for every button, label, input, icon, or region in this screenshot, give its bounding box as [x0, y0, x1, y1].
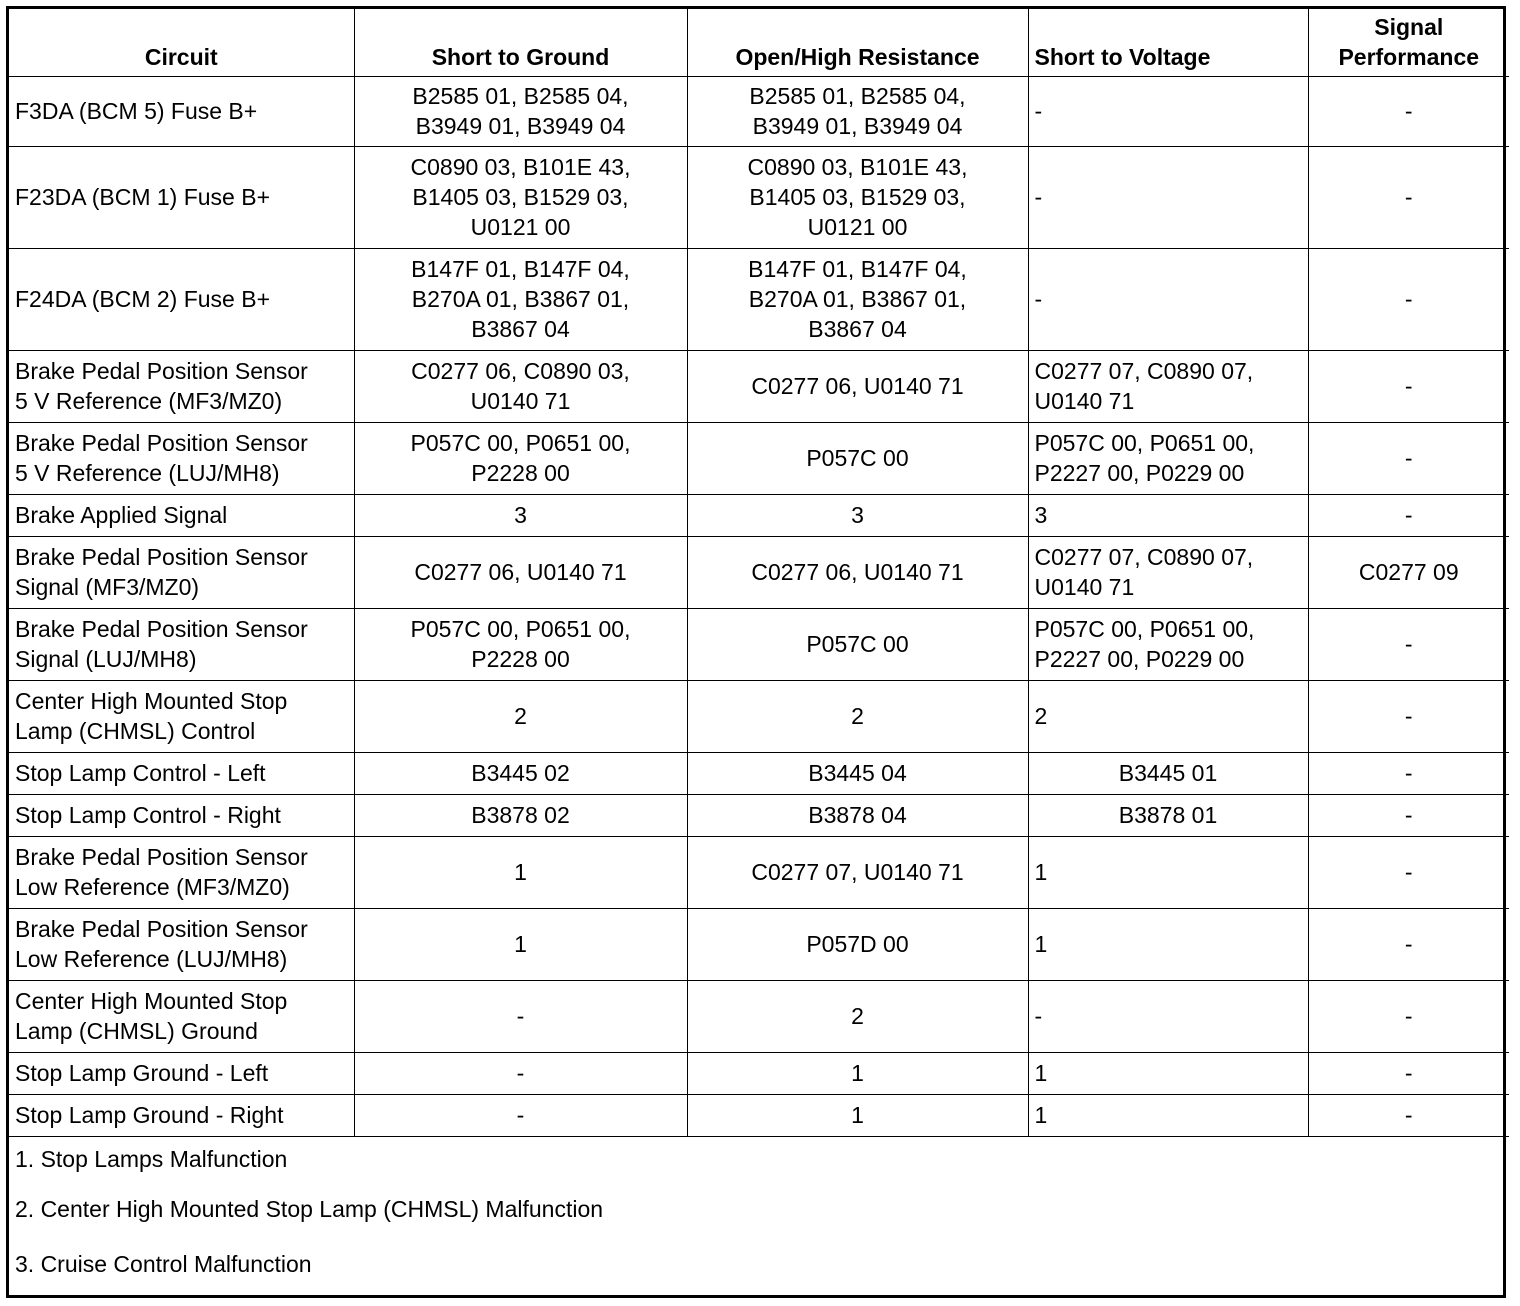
- table-row: [9, 146, 1509, 248]
- cell-short-to-ground: [354, 980, 687, 1052]
- table-row: [9, 836, 1509, 908]
- cell-open-high-resistance: [687, 422, 1028, 494]
- cell-open-high-resistance: [687, 248, 1028, 350]
- cell-short-to-voltage: [1028, 146, 1308, 248]
- header-open-high-resistance: Open/High Resistance: [687, 9, 1028, 76]
- cell-short-to-voltage-line: P2227 00, P0229 00: [1034, 460, 1245, 486]
- cell-signal-performance: [1308, 836, 1509, 908]
- note-2: 2. Center High Mounted Stop Lamp (CHMSL) Malfunction: [15, 1195, 604, 1222]
- cell-short-to-voltage-line: -: [1034, 184, 1043, 210]
- cell-open-high-resistance-line: 1: [851, 1102, 864, 1128]
- cell-short-to-ground-line: B3445 02: [471, 760, 570, 786]
- cell-short-to-ground: [354, 836, 687, 908]
- cell-circuit: [9, 908, 354, 980]
- cell-circuit: [9, 146, 354, 248]
- cell-short-to-voltage: [1028, 248, 1308, 350]
- table-row: [9, 608, 1509, 680]
- cell-circuit-line: Signal (LUJ/MH8): [15, 646, 197, 672]
- cell-short-to-voltage: [1028, 422, 1308, 494]
- cell-short-to-ground-line: B2585 01, B2585 04,: [412, 83, 629, 109]
- cell-circuit: [9, 494, 354, 536]
- header-signal-performance: [1308, 9, 1509, 76]
- cell-circuit: [9, 794, 354, 836]
- cell-circuit-line: Brake Pedal Position Sensor: [15, 430, 308, 456]
- cell-circuit-line: Lamp (CHMSL) Control: [15, 718, 256, 744]
- cell-short-to-voltage-line: 1: [1034, 1060, 1048, 1086]
- cell-open-high-resistance-line: B3949 01, B3949 04: [752, 113, 963, 139]
- cell-open-high-resistance-line: B3878 04: [808, 802, 907, 828]
- cell-signal-performance-line: C0277 09: [1358, 559, 1459, 585]
- cell-open-high-resistance-line: U0121 00: [807, 214, 908, 240]
- cell-circuit: [9, 980, 354, 1052]
- cell-short-to-ground: [354, 1094, 687, 1136]
- cell-open-high-resistance-line: 2: [851, 703, 864, 729]
- cell-short-to-voltage: [1028, 536, 1308, 608]
- cell-open-high-resistance-line: B1405 03, B1529 03,: [749, 184, 966, 210]
- cell-circuit-line: 5 V Reference (MF3/MZ0): [15, 388, 283, 414]
- header-signal-performance-line2: Performance: [1338, 43, 1480, 70]
- cell-circuit-line: Stop Lamp Ground - Right: [15, 1102, 284, 1128]
- cell-signal-performance-line: -: [1404, 1102, 1413, 1128]
- cell-circuit: [9, 248, 354, 350]
- cell-circuit-line: Brake Pedal Position Sensor: [15, 616, 308, 642]
- cell-short-to-voltage: [1028, 836, 1308, 908]
- cell-open-high-resistance: [687, 980, 1028, 1052]
- cell-circuit-line: Brake Pedal Position Sensor: [15, 916, 308, 942]
- cell-short-to-ground-line: B3949 01, B3949 04: [415, 113, 626, 139]
- cell-circuit: [9, 536, 354, 608]
- cell-short-to-ground-line: -: [516, 1102, 525, 1128]
- cell-circuit: [9, 350, 354, 422]
- cell-short-to-ground: [354, 1052, 687, 1094]
- cell-open-high-resistance-line: B3445 04: [808, 760, 907, 786]
- cell-short-to-ground-line: B270A 01, B3867 01,: [411, 286, 630, 312]
- cell-short-to-ground-line: 1: [514, 931, 527, 957]
- cell-short-to-voltage-line: -: [1034, 98, 1043, 124]
- cell-signal-performance: [1308, 146, 1509, 248]
- cell-open-high-resistance-line: 2: [851, 1003, 864, 1029]
- cell-short-to-ground: [354, 248, 687, 350]
- cell-short-to-ground: [354, 608, 687, 680]
- cell-open-high-resistance: [687, 836, 1028, 908]
- dtc-symptom-table-frame: [6, 6, 1506, 1298]
- cell-short-to-voltage-line: -: [1034, 286, 1043, 312]
- cell-short-to-ground-line: 1: [514, 859, 527, 885]
- cell-short-to-ground-line: 3: [514, 502, 527, 528]
- cell-short-to-ground-line: P2228 00: [471, 460, 570, 486]
- cell-open-high-resistance-line: 3: [851, 502, 864, 528]
- cell-short-to-ground: [354, 908, 687, 980]
- cell-short-to-ground: [354, 752, 687, 794]
- cell-circuit-line: Stop Lamp Control - Left: [15, 760, 266, 786]
- cell-signal-performance: [1308, 1094, 1509, 1136]
- cell-open-high-resistance: [687, 1094, 1028, 1136]
- cell-short-to-voltage: [1028, 980, 1308, 1052]
- cell-signal-performance: [1308, 248, 1509, 350]
- cell-circuit-line: 5 V Reference (LUJ/MH8): [15, 460, 280, 486]
- cell-signal-performance: [1308, 794, 1509, 836]
- cell-circuit-line: Brake Pedal Position Sensor: [15, 844, 308, 870]
- cell-short-to-ground-line: P2228 00: [471, 646, 570, 672]
- header-short-to-ground: Short to Ground: [354, 9, 687, 76]
- cell-short-to-voltage-line: C0277 07, C0890 07,: [1034, 544, 1254, 570]
- cell-open-high-resistance-line: C0277 06, U0140 71: [751, 373, 964, 399]
- cell-short-to-voltage-line: P057C 00, P0651 00,: [1034, 430, 1255, 456]
- cell-signal-performance: [1308, 680, 1509, 752]
- cell-short-to-ground: [354, 794, 687, 836]
- cell-short-to-ground: [354, 350, 687, 422]
- cell-signal-performance: [1308, 494, 1509, 536]
- dtc-symptom-table: [9, 9, 1509, 1297]
- cell-open-high-resistance-line: 1: [851, 1060, 864, 1086]
- cell-signal-performance: [1308, 422, 1509, 494]
- cell-signal-performance: [1308, 350, 1509, 422]
- table-row: [9, 1094, 1509, 1136]
- cell-short-to-voltage-line: 1: [1034, 1102, 1048, 1128]
- cell-open-high-resistance: [687, 794, 1028, 836]
- cell-signal-performance-line: -: [1404, 373, 1413, 399]
- cell-open-high-resistance-line: P057C 00: [806, 631, 909, 657]
- cell-open-high-resistance: [687, 908, 1028, 980]
- cell-signal-performance: [1308, 980, 1509, 1052]
- table-row: [9, 752, 1509, 794]
- cell-signal-performance: [1308, 1052, 1509, 1094]
- cell-circuit: [9, 422, 354, 494]
- cell-short-to-ground: [354, 146, 687, 248]
- cell-signal-performance: [1308, 608, 1509, 680]
- cell-short-to-ground-line: -: [516, 1003, 525, 1029]
- cell-short-to-voltage: [1028, 752, 1308, 794]
- cell-signal-performance-line: -: [1404, 760, 1413, 786]
- cell-open-high-resistance-line: C0277 07, U0140 71: [751, 859, 964, 885]
- cell-circuit-line: Brake Applied Signal: [15, 502, 228, 528]
- cell-short-to-ground-line: B147F 01, B147F 04,: [411, 256, 630, 282]
- note-1: 1. Stop Lamps Malfunction: [15, 1145, 288, 1172]
- cell-circuit-line: Lamp (CHMSL) Ground: [15, 1018, 258, 1044]
- cell-signal-performance-line: -: [1404, 1003, 1413, 1029]
- table-row: [9, 1052, 1509, 1094]
- cell-circuit-line: F3DA (BCM 5) Fuse B+: [15, 98, 258, 124]
- cell-short-to-voltage-line: B3445 01: [1118, 760, 1218, 786]
- cell-signal-performance: [1308, 536, 1509, 608]
- cell-circuit-line: Stop Lamp Control - Right: [15, 802, 281, 828]
- cell-short-to-voltage: [1028, 1094, 1308, 1136]
- table-row: [9, 536, 1509, 608]
- cell-circuit-line: Brake Pedal Position Sensor: [15, 544, 308, 570]
- cell-open-high-resistance-line: P057D 00: [806, 931, 909, 957]
- cell-short-to-ground-line: C0890 03, B101E 43,: [410, 154, 631, 180]
- cell-open-high-resistance: [687, 680, 1028, 752]
- cell-signal-performance-line: -: [1404, 931, 1413, 957]
- cell-short-to-voltage-line: P057C 00, P0651 00,: [1034, 616, 1255, 642]
- cell-short-to-ground-line: P057C 00, P0651 00,: [410, 616, 631, 642]
- cell-short-to-ground: [354, 422, 687, 494]
- cell-signal-performance-line: -: [1404, 703, 1413, 729]
- cell-circuit-line: Low Reference (MF3/MZ0): [15, 874, 290, 900]
- table-header-row: [9, 9, 1509, 76]
- cell-circuit-line: Center High Mounted Stop: [15, 988, 288, 1014]
- cell-short-to-ground-line: U0121 00: [470, 214, 571, 240]
- cell-open-high-resistance-line: C0277 06, U0140 71: [751, 559, 964, 585]
- cell-signal-performance: [1308, 908, 1509, 980]
- cell-short-to-voltage-line: 1: [1034, 931, 1048, 957]
- cell-open-high-resistance-line: B147F 01, B147F 04,: [748, 256, 967, 282]
- cell-short-to-voltage: [1028, 76, 1308, 146]
- cell-short-to-voltage: [1028, 794, 1308, 836]
- table-row: [9, 76, 1509, 146]
- cell-short-to-ground: [354, 680, 687, 752]
- cell-short-to-ground: [354, 536, 687, 608]
- cell-short-to-voltage-line: 1: [1034, 859, 1048, 885]
- cell-open-high-resistance: [687, 350, 1028, 422]
- cell-short-to-voltage-line: B3878 01: [1118, 802, 1218, 828]
- cell-short-to-voltage-line: 3: [1034, 502, 1048, 528]
- cell-short-to-voltage: [1028, 1052, 1308, 1094]
- cell-signal-performance-line: -: [1404, 502, 1413, 528]
- cell-short-to-ground-line: B3878 02: [471, 802, 570, 828]
- notes-cell: [9, 1136, 1509, 1297]
- cell-open-high-resistance: [687, 146, 1028, 248]
- cell-signal-performance-line: -: [1404, 98, 1413, 124]
- cell-circuit-line: F24DA (BCM 2) Fuse B+: [15, 286, 270, 312]
- cell-circuit-line: Signal (MF3/MZ0): [15, 574, 200, 600]
- cell-short-to-voltage: [1028, 350, 1308, 422]
- cell-open-high-resistance: [687, 536, 1028, 608]
- table-row: [9, 980, 1509, 1052]
- table-row: [9, 494, 1509, 536]
- cell-circuit: [9, 1094, 354, 1136]
- cell-open-high-resistance-line: P057C 00: [806, 445, 909, 471]
- cell-short-to-ground-line: B3867 04: [471, 316, 570, 342]
- cell-signal-performance-line: -: [1404, 1060, 1413, 1086]
- notes-row: [9, 1136, 1509, 1297]
- cell-short-to-voltage-line: -: [1034, 1003, 1043, 1029]
- table-row: [9, 350, 1509, 422]
- cell-short-to-voltage-line: U0140 71: [1034, 388, 1135, 414]
- cell-short-to-voltage: [1028, 908, 1308, 980]
- cell-circuit: [9, 752, 354, 794]
- table-row: [9, 680, 1509, 752]
- cell-open-high-resistance-line: B3867 04: [808, 316, 907, 342]
- cell-circuit-line: F23DA (BCM 1) Fuse B+: [15, 184, 270, 210]
- cell-open-high-resistance: [687, 1052, 1028, 1094]
- cell-signal-performance: [1308, 752, 1509, 794]
- cell-short-to-ground-line: P057C 00, P0651 00,: [410, 430, 631, 456]
- cell-circuit: [9, 1052, 354, 1094]
- cell-short-to-voltage: [1028, 680, 1308, 752]
- cell-short-to-ground-line: U0140 71: [470, 388, 571, 414]
- cell-open-high-resistance: [687, 76, 1028, 146]
- cell-signal-performance-line: -: [1404, 184, 1413, 210]
- header-short-to-voltage: Short to Voltage: [1028, 9, 1308, 76]
- table-row: [9, 248, 1509, 350]
- cell-signal-performance-line: -: [1404, 631, 1413, 657]
- cell-circuit: [9, 608, 354, 680]
- cell-open-high-resistance-line: B270A 01, B3867 01,: [748, 286, 967, 312]
- cell-open-high-resistance: [687, 752, 1028, 794]
- header-circuit: Circuit: [9, 9, 354, 76]
- cell-signal-performance-line: -: [1404, 802, 1413, 828]
- table-row: [9, 908, 1509, 980]
- cell-short-to-voltage: [1028, 494, 1308, 536]
- cell-short-to-voltage-line: C0277 07, C0890 07,: [1034, 358, 1254, 384]
- cell-short-to-ground: [354, 76, 687, 146]
- cell-circuit: [9, 76, 354, 146]
- cell-signal-performance-line: -: [1404, 859, 1413, 885]
- cell-open-high-resistance: [687, 494, 1028, 536]
- note-3: 3. Cruise Control Malfunction: [15, 1250, 312, 1277]
- cell-signal-performance: [1308, 76, 1509, 146]
- table-row: [9, 422, 1509, 494]
- cell-open-high-resistance-line: B2585 01, B2585 04,: [749, 83, 966, 109]
- cell-short-to-ground-line: -: [516, 1060, 525, 1086]
- cell-circuit-line: Center High Mounted Stop: [15, 688, 288, 714]
- cell-short-to-ground-line: B1405 03, B1529 03,: [412, 184, 629, 210]
- cell-short-to-ground-line: C0277 06, U0140 71: [414, 559, 627, 585]
- cell-signal-performance-line: -: [1404, 286, 1413, 312]
- header-signal-performance-line1: Signal: [1374, 13, 1444, 40]
- cell-open-high-resistance: [687, 608, 1028, 680]
- cell-open-high-resistance-line: C0890 03, B101E 43,: [747, 154, 968, 180]
- cell-short-to-voltage-line: U0140 71: [1034, 574, 1135, 600]
- cell-short-to-ground-line: C0277 06, C0890 03,: [411, 358, 630, 384]
- cell-circuit-line: Brake Pedal Position Sensor: [15, 358, 308, 384]
- cell-circuit-line: Low Reference (LUJ/MH8): [15, 946, 288, 972]
- cell-circuit: [9, 836, 354, 908]
- table-row: [9, 794, 1509, 836]
- cell-circuit-line: Stop Lamp Ground - Left: [15, 1060, 269, 1086]
- cell-short-to-voltage: [1028, 608, 1308, 680]
- cell-short-to-ground-line: 2: [514, 703, 527, 729]
- cell-short-to-voltage-line: P2227 00, P0229 00: [1034, 646, 1245, 672]
- cell-short-to-ground: [354, 494, 687, 536]
- cell-signal-performance-line: -: [1404, 445, 1413, 471]
- cell-circuit: [9, 680, 354, 752]
- cell-short-to-voltage-line: 2: [1034, 703, 1048, 729]
